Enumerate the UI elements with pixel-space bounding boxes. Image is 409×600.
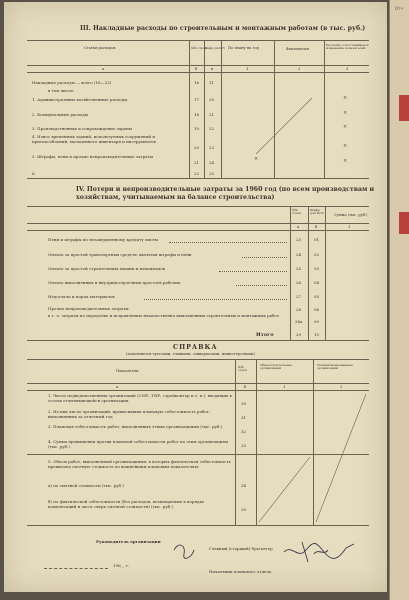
s3-col-header: Шифр для ЦСУ — [205, 46, 226, 50]
s4-row-label: Оплата за простой транспортных средств, включая штрафы и пени — [48, 252, 192, 257]
ref-row-label: 1. Число подведомственных организаций (СМУ, УНР, стройконтор и т. п.), входящих в состав отчитывающейся организации — [48, 393, 232, 403]
s3-row-line: 16 — [194, 80, 200, 85]
x-mark: × — [254, 156, 259, 162]
s4-total-line: 29 — [296, 332, 302, 337]
section3-title: III. Накладные расходы по строительным и монтажным работам (в тыс. руб.) — [80, 25, 366, 32]
red-index-tab — [399, 95, 409, 121]
s4-row-label: Оплата выполненных и внутрипостроечных простоев рабочих — [48, 280, 181, 285]
s4-row-code: 02 — [314, 252, 320, 257]
s3-col-number: 1 — [246, 66, 249, 71]
s4-col-header: №№ строк — [292, 208, 302, 216]
reference-subtitle: (заполняется трестами, главками, совнархозами, министерствами) — [126, 352, 255, 356]
ref-col-number: 2 — [340, 384, 343, 389]
s3-row-line: 19 — [194, 126, 200, 131]
s3-col-header: Статьи расходов — [84, 46, 116, 50]
s3-col-number: 3 — [346, 66, 349, 71]
s3-row-code: 23 — [209, 145, 215, 150]
s3-row-label: в том числе: — [48, 88, 75, 93]
x-mark: × — [343, 95, 348, 101]
s3-row-line: 20 — [194, 145, 200, 150]
handwritten-signature-small — [164, 532, 224, 582]
s4-row-line: 26 — [296, 280, 302, 285]
section4-title: IV. Потери и непроизводительные затраты за 1960 год (по всем производствам и хозяйствам, учитываемым на балансе строительства) — [76, 186, 375, 202]
s3-row-label: 5. Штрафы, пени и прочие непроизводительные затраты — [32, 154, 154, 159]
s3-col-number: 2 — [298, 66, 301, 71]
ref-row-label: а) по сметной стоимости (тыс. руб.) — [48, 483, 124, 488]
s4-col-header: Сумма (тыс. руб.) — [334, 213, 368, 217]
s4-col-number: б — [315, 224, 318, 229]
s3-row-code: 21 — [209, 112, 215, 117]
s3-row-line: 18 — [194, 112, 200, 117]
s4-total-code: 10 — [314, 332, 320, 337]
s4-col-number: 1 — [348, 224, 351, 229]
s3-row-label: 4. Износ временных зданий, используемых сооружений и приспособлений, малоценного инвентаря и инструментов — [32, 134, 156, 144]
s3-col-number: а — [102, 66, 105, 71]
s3-col-header: Фактически — [286, 47, 309, 51]
s4-row-label: Прочие непроизводительные затраты — [48, 306, 129, 311]
ref-row-line: 30 — [241, 401, 247, 406]
chief-accountant-label: Главный (старший) бухгалтер — [209, 546, 273, 551]
ref-strikeout-lines — [4, 2, 387, 592]
s3-row-code: 11 — [209, 80, 215, 85]
s4-row-line: 28а — [295, 319, 303, 324]
ref-col-header: Специализированные организации — [317, 363, 353, 371]
s4-row-label: Пени и штрафы по незавершенному кредиту писем — [48, 237, 158, 242]
s4-row-code: 06 — [314, 307, 320, 312]
s4-total-label: Итого — [256, 332, 274, 338]
red-index-tab — [399, 212, 409, 234]
s3-row-label: 3. Производственная и сопровождение охраны — [32, 126, 132, 131]
s4-row-line: 23 — [296, 237, 302, 242]
ref-col-header: Показатели — [116, 369, 139, 373]
ref-row-label: 3. Плановая себестоимость работ, выполненных этими организациями (тыс. руб.) — [48, 424, 223, 429]
s3-col-header: №№ строк — [191, 46, 208, 50]
s3-col-header: По плану на год — [228, 46, 259, 50]
s4-row-code: 03 — [314, 266, 320, 271]
s4-row-code: 05 — [314, 294, 320, 299]
s4-row-line: 28 — [296, 307, 302, 312]
planning-head-label: Начальник планового отдела — [209, 569, 272, 574]
s4-row-label: в т. ч. затраты по переделке и исправлению некачественно выполненных строительных и монтажных работ — [48, 313, 280, 318]
x-mark: × — [343, 158, 348, 164]
s3-col-number: б — [195, 66, 198, 71]
adjacent-page-edge — [389, 0, 409, 600]
document-page — [4, 2, 387, 592]
s3-row-label: 6. — [32, 171, 36, 176]
s3-col-number: в — [211, 66, 214, 71]
ref-row-label: б) по фактической себестоимости (без расходов, возмещаемых в порядке компенсаций и льгот сверх сметной стоимости) (тыс. руб.) — [48, 499, 205, 509]
handwritten-signature — [254, 530, 374, 590]
s4-row-line: 24 — [296, 252, 302, 257]
ref-col-number: 1 — [283, 384, 286, 389]
edge-note: Отч — [395, 6, 403, 11]
s4-row-code: 01 — [314, 237, 320, 242]
x-mark: × — [343, 124, 348, 130]
s3-row-code: 20 — [209, 97, 215, 102]
date-label: 196__ г. — [113, 563, 130, 568]
s3-row-line: 21 — [194, 160, 200, 165]
s3-row-label: Накладные расходы — всего (16—22) — [32, 80, 112, 85]
s3-row-line: 22 — [194, 171, 200, 176]
reference-title: СПРАВКА — [173, 343, 218, 351]
ref-col-number: а — [116, 384, 119, 389]
ref-row-label: 5. Объем работ, выполненный организациями, в которых фактическая себестоимость превысила сметную стоимость по важнейшим плановым показателям: — [48, 459, 231, 469]
s3-col-header: Расчетно-сопоставимые и изменение показателей — [326, 43, 369, 51]
s4-col-number: а — [297, 224, 300, 229]
s4-row-label: Оплата за простой строительных машин и механизмов — [48, 266, 165, 271]
s4-row-code: 04 — [314, 280, 320, 285]
s3-row-code: 22 — [209, 126, 215, 131]
s4-row-line: 25 — [296, 266, 302, 271]
s3-row-code: 25 — [209, 171, 215, 176]
ref-row-line: 32 — [241, 429, 247, 434]
s3-row-code: 24 — [209, 160, 215, 165]
ref-col-header: Общестроительные организации — [260, 363, 293, 371]
ref-row-line: 31 — [241, 415, 247, 420]
s4-row-label: Недостача и порча материалов — [48, 294, 115, 299]
ref-row-label: 2. Из них число организаций, превысивших плановую себестоимость работ, выполненных за отчетный год — [48, 409, 211, 419]
x-mark: × — [343, 143, 348, 149]
ref-row-label: 4. Сумма превышения против плановой себестоимости работ по этим организациям (тыс. руб.) — [48, 439, 229, 449]
s4-row-code: 09 — [314, 319, 320, 324]
s4-col-header: Шифр для ЦСУ — [310, 208, 325, 216]
ref-row-line: 33 — [241, 443, 247, 448]
ref-col-header: №№ строк — [238, 365, 248, 373]
ref-row-line: 35 — [241, 507, 247, 512]
head-signature-label: Руководитель организации — [96, 539, 161, 544]
s3-row-line: 17 — [194, 97, 200, 102]
x-mark: × — [343, 110, 348, 116]
ref-row-line: 34 — [241, 483, 247, 488]
s4-row-line: 27 — [296, 294, 302, 299]
s3-row-label: 1. Административно-хозяйственные расходы — [32, 97, 128, 102]
ref-col-number: б — [244, 384, 247, 389]
s3-row-label: 2. Коммунальные расходы — [32, 112, 88, 117]
